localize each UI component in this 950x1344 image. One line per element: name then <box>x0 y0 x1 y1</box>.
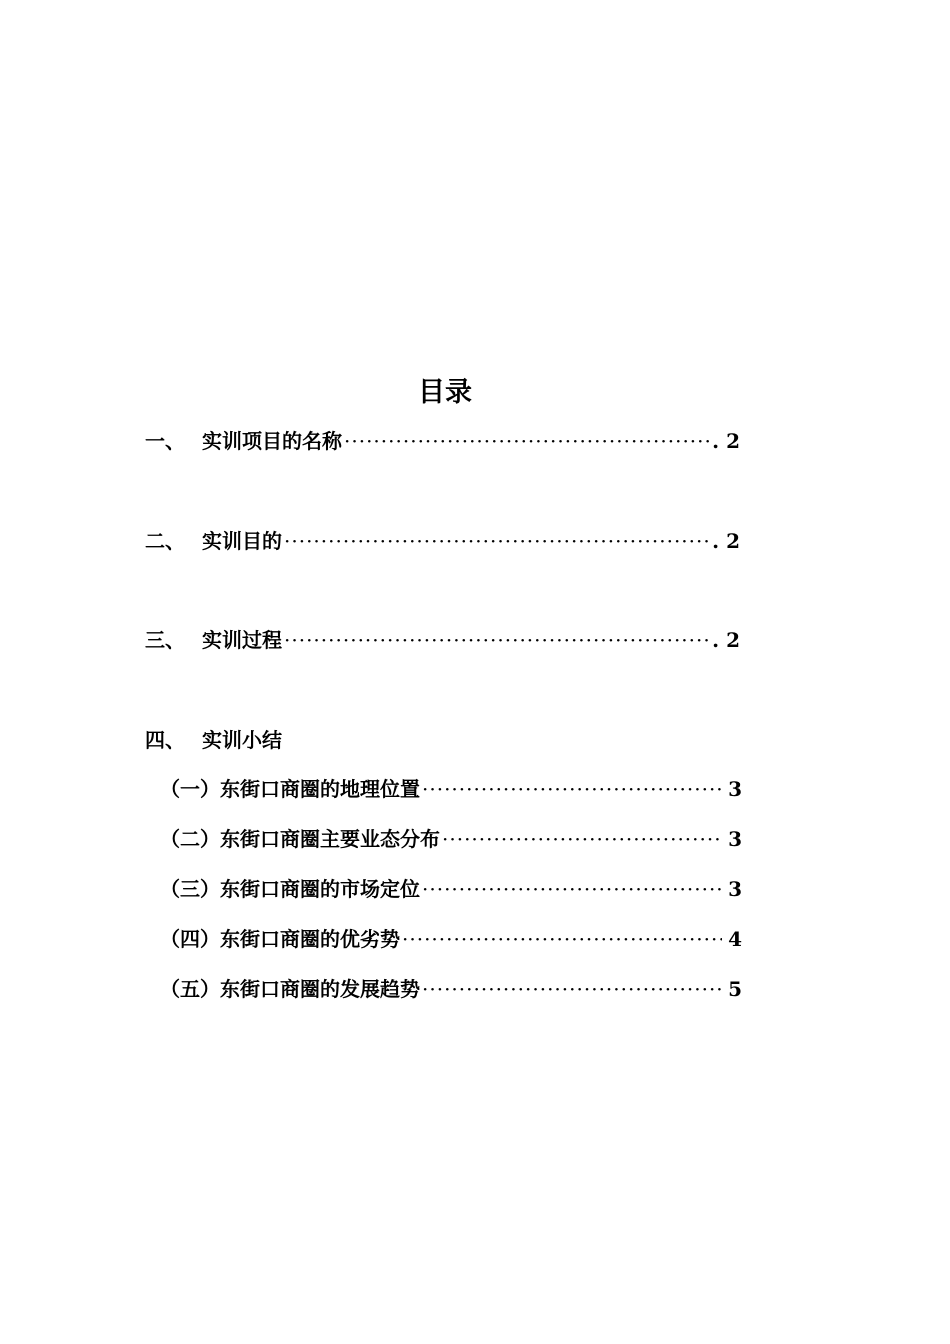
toc-leader-dots <box>442 827 722 851</box>
toc-subentry-page: 4 <box>728 927 742 951</box>
toc-subentry-label: （五）东街口商圈的发展趋势 <box>160 977 420 1001</box>
toc-leader-dots <box>284 628 710 652</box>
toc-subentry-page: 3 <box>728 877 742 901</box>
toc-subentry-label: （二）东街口商圈主要业态分布 <box>160 827 440 851</box>
toc-entry-page: . 2 <box>712 529 740 553</box>
toc-leader-dots <box>422 877 722 901</box>
toc-subentry-page: 3 <box>728 777 742 801</box>
toc-entry-4[interactable] <box>145 724 282 753</box>
toc-entry-number: 四、 <box>145 728 185 752</box>
toc-subentry-label: （三）东街口商圈的市场定位 <box>160 877 420 901</box>
toc-entry-page: . 2 <box>712 429 740 453</box>
toc-entry-label: 实训小结 <box>202 728 282 752</box>
toc-entry-1[interactable] <box>145 425 740 454</box>
toc-subentry-2[interactable] <box>160 823 742 852</box>
toc-subentry-3[interactable] <box>160 873 742 902</box>
toc-entry-3[interactable] <box>145 624 740 653</box>
toc-subentry-1[interactable] <box>160 773 742 802</box>
toc-subentry-label: （四）东街口商圈的优劣势 <box>160 927 400 951</box>
toc-entry-label: 实训项目的名称 <box>202 429 342 453</box>
toc-subentry-label: （一）东街口商圈的地理位置 <box>160 777 420 801</box>
toc-entry-label: 实训目的 <box>202 529 282 553</box>
toc-entry-number: 三、 <box>145 628 185 652</box>
toc-title: 目录 <box>418 377 472 408</box>
toc-leader-dots <box>422 977 722 1001</box>
toc-entry-number: 二、 <box>145 529 185 553</box>
toc-leader-dots <box>422 777 722 801</box>
toc-subentry-page: 3 <box>728 827 742 851</box>
toc-leader-dots <box>344 429 710 453</box>
toc-subentry-4[interactable] <box>160 923 742 952</box>
toc-subentry-page: 5 <box>728 977 742 1001</box>
toc-leader-dots <box>284 529 710 553</box>
toc-leader-dots <box>402 927 722 951</box>
toc-entry-page: . 2 <box>712 628 740 652</box>
toc-entry-number: 一、 <box>145 429 185 453</box>
toc-entry-label: 实训过程 <box>202 628 282 652</box>
toc-entry-2[interactable] <box>145 525 740 554</box>
toc-subentry-5[interactable] <box>160 973 742 1002</box>
